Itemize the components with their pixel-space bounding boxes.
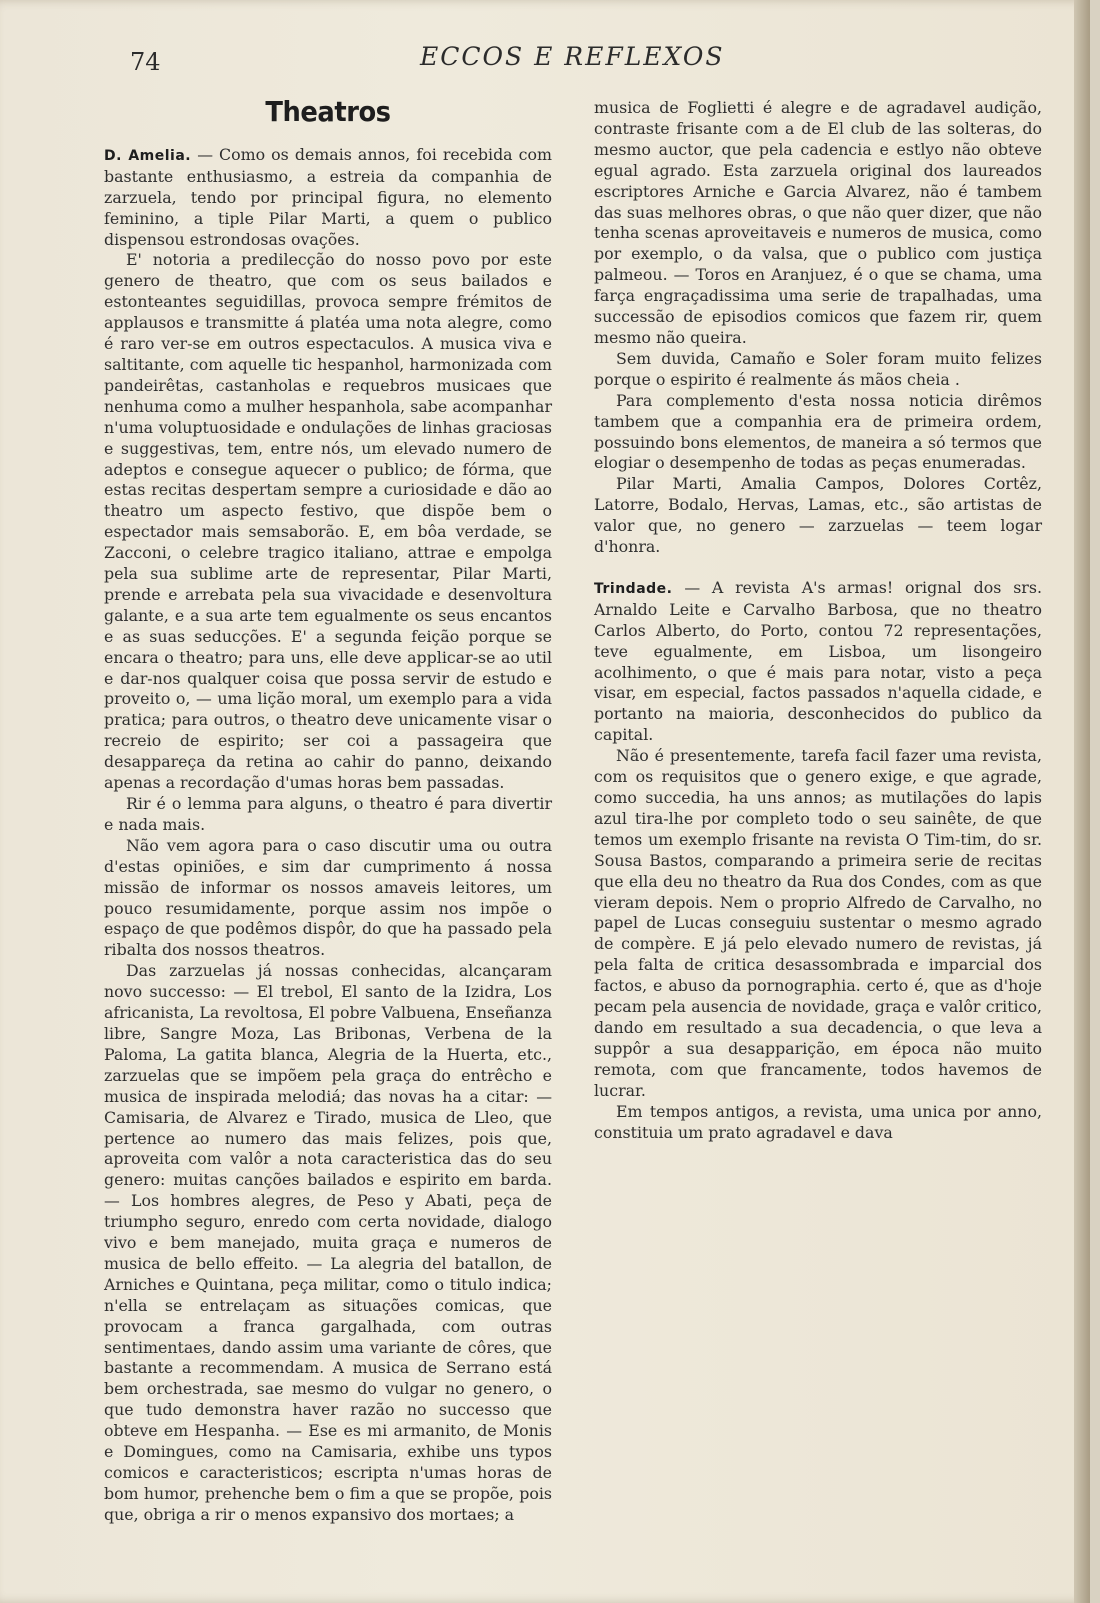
paragraph: Não é presentemente, tarefa facil fazer uma revista, com os requisitos que o genero exige, e que agrade, como succedia, ha uns annos; as mutilações do lapis azul tira-lhe por completo todo o seu sainête, de que temos um exemplo frisante na revista O Tim-tim, do sr. Sousa Bastos, comparando a primeira serie de recitas que ella deu no theatro da Rua dos Condes, com as que vieram depois. Nem o proprio Alfredo de Carvalho, no papel de Lucas conseguiu sustentar o mesmo agrado de compère. E já pelo elevado numero de revistas, já pela falta de critica desassombrada e imparcial dos factos, e abuso da pornographia. certo é, que as d'hoje pecam pela ausencia de novidade, graça e valôr critico, dando em resultado a sua decadencia, o que leva a suppôr a sua desapparição, em época não muito remota, com que francamente, todos havemos de lucrar. bbox=[594, 746, 1042, 1100]
section-gap bbox=[594, 558, 1042, 578]
paragraph-part-2: musica de Foglietti é alegre e de agradavel audição, contraste frisante com a de El club de las solteras, do mesmo auctor, que pela cadencia e estlyo não obteve egual agrado. Esta zarzuela original dos laureados escriptores Arniche e Garcia Alvarez, não é tambem das suas melhores obras, o que não quer dizer, que não tenha scenas aproveitaveis e numeros de musica, como por exemplo, o da valsa, que o publico com justiça palmeou. — Toros en Aranjuez, é o que se chama, uma farça engraçadissima uma serie de trapalhadas, uma successão de episodios comicos que fazem rir, quem mesmo não queira. bbox=[594, 98, 1042, 347]
paragraph: E' notoria a predilecção do nosso povo por este genero de theatro, que com os seus bailados e estonteantes seguidillas, provoca sempre frémitos de applausos e transmitte á platéa uma nota alegre, como é raro ver-se em outros espectaculos. A musica viva e saltitante, com aquelle tic hespanhol, harmonizada com pandeirêtas, castanholas e requebros musicaes que nenhuma como a mulher hespanhola, sabe acompanhar n'uma voluptuosidade e ondulações de linhas graciosas e suggestivas, tem, entre nós, um elevado numero de adeptos e consegue aquecer o publico; de fórma, que estas recitas despertam sempre a curiosidade e dão ao theatro um aspecto festivo, que dispõe bem o espectador mais semsaborão. E, em bôa verdade, se Zacconi, o celebre tragico italiano, attrae e empolga pela sua sublime arte de representar, Pilar Marti, prende e arrebata pela sua vivacidade e desenvoltura galante, e a sua arte tem egualmente os seus encantos e as suas seducções. E' a segunda feição porque se encara o theatro; para uns, elle deve applicar-se ao util e dar-nos qualquer coisa que possa servir de estudo e proveito o, — uma lição moral, um exemplo para a vida pratica; para outros, o theatro deve unicamente visar o recreio de espirito; ser coi a passageira que desappareça da retina ao cahir do panno, deixando apenas a recordação d'umas horas bem passadas. bbox=[104, 250, 552, 793]
paragraph bbox=[104, 145, 552, 251]
venue-heading-trindade: Trindade. bbox=[594, 580, 673, 597]
page-number: 74 bbox=[130, 48, 161, 76]
section-title: Theatros bbox=[265, 95, 391, 128]
paragraph: Para complemento d'esta nossa noticia dirêmos tambem que a companhia era de primeira ordem, possuindo bons elementos, de maneira a só termos que elogiar o desempenho de todas as peças enumeradas. bbox=[594, 390, 1042, 473]
running-title: ECCOS E REFLEXOS bbox=[420, 42, 725, 71]
right-column bbox=[594, 98, 1042, 1143]
page-edge bbox=[1074, 0, 1090, 1603]
paragraph-text: — Como os demais annos, foi recebida com bastante enthusiasmo, a estreia da companhia de zarzuela, tendo por principal figura, no elemento feminino, a tiple Pilar Marti, a quem o publico dispensou estrondosas ovações. bbox=[104, 144, 552, 249]
paragraph bbox=[594, 578, 1042, 746]
venue-heading-amelia: D. Amelia. bbox=[104, 147, 192, 164]
paragraph-continued bbox=[104, 961, 552, 1525]
paragraph-text: — A revista A's armas! orignal dos srs. Arnaldo Leite e Carvalho Barbosa, que no theatro Carlos Alberto, do Porto, contou 72 representações, teve egualmente, em Lisboa, um lisongeiro acolhimento, o que é mais para notar, visto a peça visar, em especial, factos passados n'aquella cidade, e portanto na maioria, desconhecidos do publico da capital. bbox=[594, 577, 1042, 745]
paragraph-part-1: Das zarzuelas já nossas conhecidas, alcançaram novo successo: — El trebol, El santo de la Izidra, Los africanista, La revoltosa, El pobre Valbuena, Enseñanza libre, Sangre Moza, Las Bribonas, Verbena de la Paloma, La gatita blanca, Alegria de la Huerta, etc., zarzuelas que se impõem pela graça do entrêcho e musica de inspirada melodiá; das novas ha a citar: — Camisaria, de Alvarez e Tirado, musica de Lleo, que pertence ao numero das mais felizes, pois que, aproveita com valôr a nota caracteristica das do seu genero: muitas canções bailados e espirito em barda. — Los hombres alegres, de Peso y Abati, peça de triumpho seguro, enredo com certa novidade, dialogo vivo e bem manejado, muita graça e numeros de musica de bello effeito. — La alegria del batallon, de Arniches e Quintana, peça militar, como o titulo indica; n'ella se entrelaçam as situações comicas, que provocam a franca gargalhada, com outras sentimentaes, dando assim uma variante de côres, que bastante a recommendam. A musica de Serrano está bem orchestrada, sae mesmo do vulgar no genero, o que tudo demonstra haver razão no successo que obteve em Hespanha. — Ese es mi armanito, de Monis e Domingues, como na Camisaria, exhibe uns typos comicos e caracteristicos; escripta n'umas horas de bom humor, prehenche bem o fim a que se propõe, pois que, obriga a rir o menos expansivo dos mortaes; a bbox=[104, 961, 552, 1524]
page-header bbox=[120, 42, 1050, 82]
paragraph: Sem duvida, Camaño e Soler foram muito felizes porque o espirito é realmente ás mãos cheia . bbox=[594, 348, 1042, 389]
paragraph: Não vem agora para o caso discutir uma ou outra d'estas opiniões, e sim dar cumprimento á nossa missão de informar os nossos amaveis leitores, um pouco resumidamente, porque assim nos impõe o espaço de que podêmos dispôr, do que ha passado pela ribalta dos nossos theatros. bbox=[104, 835, 552, 960]
paragraph: Em tempos antigos, a revista, uma unica por anno, constituia um prato agradavel e dava bbox=[594, 1101, 1042, 1142]
paragraph: Rir é o lemma para alguns, o theatro é para divertir e nada mais. bbox=[104, 794, 552, 834]
paragraph: Pilar Marti, Amalia Campos, Dolores Cortêz, Latorre, Bodalo, Hervas, Lamas, etc., são artistas de valor que, no genero — zarzuelas — teem logar d'honra. bbox=[594, 474, 1042, 557]
left-column bbox=[104, 95, 552, 1526]
